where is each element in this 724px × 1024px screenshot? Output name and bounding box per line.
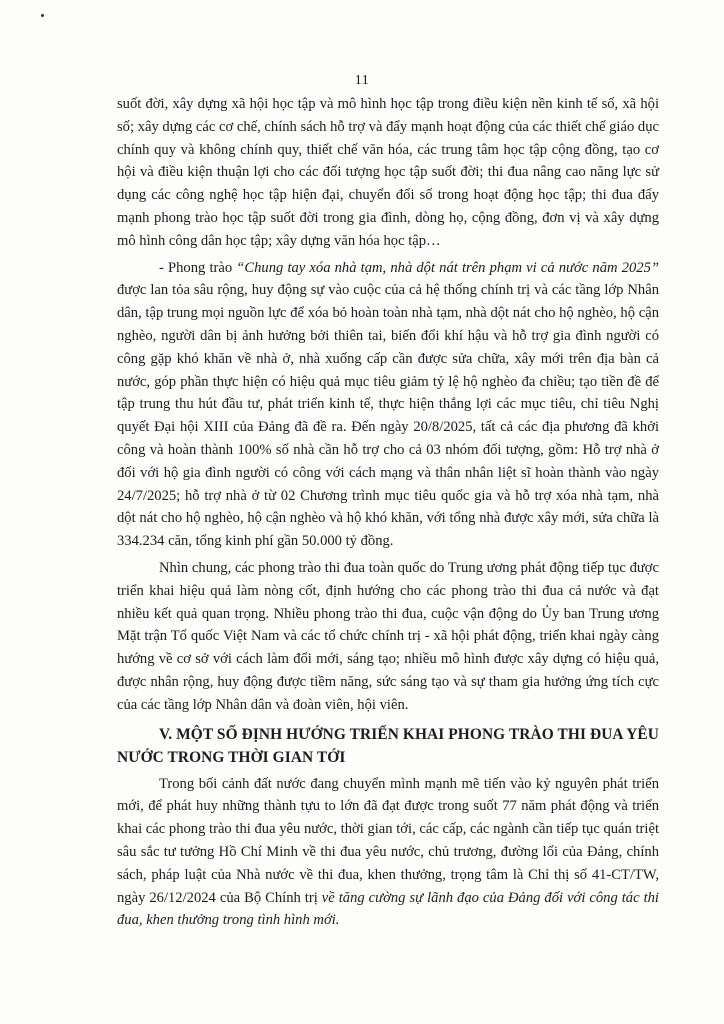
paragraph-body: được lan tỏa sâu rộng, huy động sự vào cuộc của cả hệ thống chính trị và các tầng lớp Nhân dân, tập trung mọi nguồn lực để xóa bỏ hoàn toàn nhà tạm, nhà dột nát cho hộ nghèo, hộ cận nghèo, người dân bị ảnh hưởng bởi thiên tai, biến đổi khí hậu và hỗ trợ gia đình người có công gặp khó khăn về nhà ở, nhà xuống cấp cần được sửa chữa, xây mới trên địa bàn cả nước, góp phần thực hiện có hiệu quả mục tiêu giảm tỷ lệ hộ nghèo đa chiều; tạo tiền đề để tập trung thu hút đầu tư, phát triển kinh tế, thực hiện thắng lợi các mục tiêu, chỉ tiêu Nghị quyết Đại hội XIII của Đảng đã đề ra. Đến ngày 20/8/2025, tất cả các địa phương đã khởi công và hoàn thành 100% số nhà cần hỗ trợ cho cả 03 nhóm đối tượng, gồm: Hỗ trợ nhà ở đối với hộ gia đình người có công với cách mạng và thân nhân liệt sĩ hoàn thành vào ngày 24/7/2025; hỗ trợ nhà ở từ 02 Chương trình mục tiêu quốc gia và hỗ trợ xóa nhà tạm, nhà dột nát cho hộ nghèo, hộ cận nghèo và hộ khó khăn, với tổng nhà được xây mới, sửa chữa là 334.234 căn, tổng kinh phí gần 50.000 tỷ đồng. (117, 282, 659, 550)
page-body (117, 93, 659, 932)
page-number: 11 (354, 73, 370, 88)
paragraph-lead: - Phong trào (159, 259, 237, 276)
paragraph-summary: Nhìn chung, các phong trào thi đua toàn quốc do Trung ương phát động tiếp tục được triển khai hiệu quả làm nòng cốt, định hướng cho các phong trào thi đua cả nước và đạt nhiều kết quả quan trọng. Nhiều phong trào thi đua, cuộc vận động do Ủy ban Trung ương Mặt trận Tổ quốc Việt Nam và các tổ chức chính trị - xã hội phát động, triển khai ngày càng hướng về cơ sở với cách làm đổi mới, sáng tạo; nhiều mô hình được xây dựng có hiệu quả, được nhân rộng, huy động được tiềm năng, sức sáng tạo và sự tham gia hưởng ứng tích cực của các tầng lớp Nhân dân và đoàn viên, hội viên. (117, 559, 659, 713)
campaign-title: “Chung tay xóa nhà tạm, nhà dột nát trên phạm vi cả nước năm 2025” (236, 259, 659, 276)
scan-dot (41, 14, 44, 17)
directive-title: về tăng cường sự lãnh đạo của Đảng đối với công tác thi đua, khen thưởng trong tình hình mới. (117, 889, 659, 929)
section-heading: V. MỘT SỐ ĐỊNH HƯỚNG TRIỂN KHAI PHONG TRÀO THI ĐUA YÊU NƯỚC TRONG THỜI GIAN TỚI (117, 725, 659, 766)
paragraph-body: Trong bối cảnh đất nước đang chuyển mình mạnh mẽ tiến vào kỷ nguyên phát triển mới, để phát huy những thành tựu to lớn đã đạt được trong suốt 77 năm phát động và triển khai các phong trào thi đua yêu nước, thời gian tới, các cấp, các ngành cần tiếp tục quán triệt sâu sắc tư tưởng Hồ Chí Minh về thi đua yêu nước, chủ trương, đường lối của Đảng, chính sách, pháp luật của Nhà nước về thi đua, khen thưởng, trọng tâm là Chỉ thị số 41-CT/TW, ngày 26/12/2024 của Bộ Chính trị (117, 775, 659, 906)
paragraph-housing-campaign (117, 257, 659, 553)
paragraph-lifelong-learning: suốt đời, xây dựng xã hội học tập và mô hình học tập trong điều kiện nền kinh tế số, xã hội số; xây dựng các cơ chế, chính sách hỗ trợ và đẩy mạnh hoạt động của các thiết chế giáo dục chính quy và không chính quy, thiết chế văn hóa, các trung tâm học tập cộng đồng, tạo cơ hội và điều kiện thuận lợi cho các đối tượng học tập suốt đời; thi đua nâng cao năng lực sử dụng các công nghệ học tập hiện đại, chuyển đổi số trong hoạt động học tập; thi đua đẩy mạnh phong trào học tập suốt đời trong gia đình, dòng họ, cộng đồng, đơn vị và xây dựng mô hình công dân học tập; xây dựng văn hóa học tập… (117, 96, 659, 249)
paragraph-orientation (117, 773, 659, 933)
